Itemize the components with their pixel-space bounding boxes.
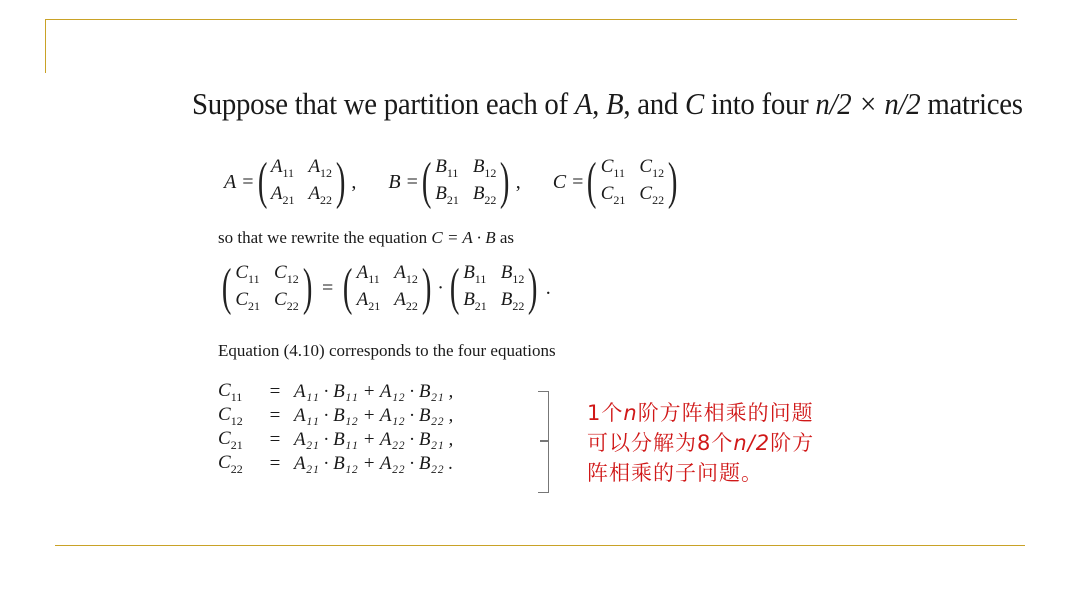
- right-bracket: [538, 391, 549, 493]
- equation-row: $C_{12}$ = A₁₁ · B₁₂ + A₁₂ · B₂₂ ,: [218, 403, 454, 428]
- matrix-c: ( $C_{11}$ $C_{12}$ $C_{21}$ $C_{22}$ ): [587, 153, 678, 210]
- four-equations: [218, 380, 453, 476]
- left-accent-line: [45, 19, 46, 73]
- matrix-c-block: ( $C_{11}$ $C_{12}$ $C_{21}$ $C_{22}$ ): [221, 259, 313, 316]
- bracket-tick: [540, 440, 548, 442]
- headline: Suppose that we partition each of A, B, and C into four n/2 × n/2 matrices: [192, 86, 1023, 121]
- matrix-a-block: ( $A_{11}$ $A_{12}$ $A_{21}$ $A_{22}$ ): [343, 259, 432, 316]
- block-product-equation: ( $C_{11}$ $C_{12}$ $C_{21}$ $C_{22}$ ) = ( $A_{11}$ $A_{12}$ $A_{21}$ $A_{22}$ ) · ( $B_{11}$ $B_{12}$ $B_{21}$ $B_{22}$ ) .: [218, 262, 551, 314]
- rewrite-sentence: so that we rewrite the equation C = A · B as: [218, 228, 515, 247]
- equation-row: $C_{11}$ = A₁₁ · B₁₁ + A₁₂ · B₂₁ ,: [218, 379, 454, 404]
- bottom-accent-line: [55, 545, 1025, 546]
- equation-row: $C_{22}$ = A₂₁ · B₁₂ + A₂₂ · B₂₂ .: [218, 451, 454, 476]
- matrix-definitions: A = ( $A_{11}$ $A_{12}$ $A_{21}$ $A_{22}$ ) , B = ( $B_{11}$ $B_{12}$ $B_{21}$ $B_{22}$ ) , C = ( $C_{11}$ $C_{12}$ $C_{21}$ $C_{22}$ ): [218, 156, 681, 208]
- equation-row: $C_{21}$ = A₂₁ · B₁₁ + A₂₂ · B₂₁ ,: [218, 427, 454, 452]
- matrix-b-block: ( $B_{11}$ $B_{12}$ $B_{21}$ $B_{22}$ ): [449, 259, 538, 316]
- top-accent-line: [45, 19, 1017, 20]
- annotation-note: 1个n阶方阵相乘的问题 可以分解为8个n/2阶方 阵相乘的子问题。: [587, 401, 815, 485]
- equation-sentence: Equation (4.10) corresponds to the four equations: [218, 341, 556, 360]
- matrix-b: ( $B_{11}$ $B_{12}$ $B_{21}$ $B_{22}$ ): [421, 153, 510, 210]
- matrix-a: ( $A_{11}$ $A_{12}$ $A_{21}$ $A_{22}$ ): [257, 153, 346, 210]
